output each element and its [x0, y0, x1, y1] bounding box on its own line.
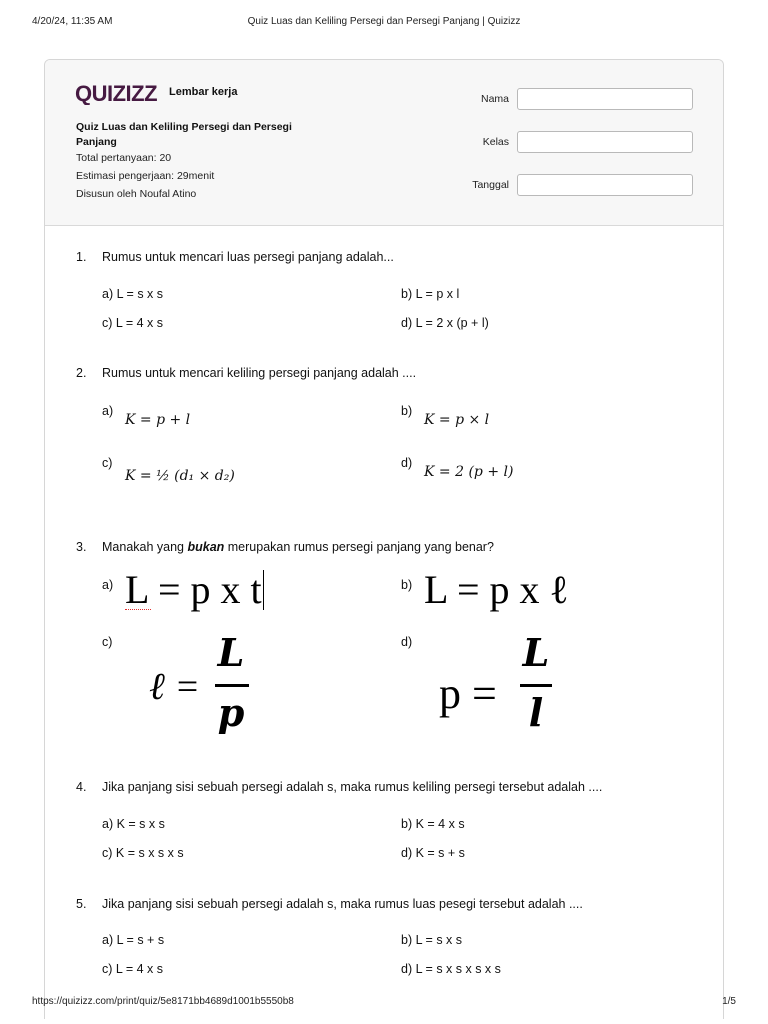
q3c-denominator: p [217, 690, 245, 735]
question-2-option-a-letter: a) [102, 404, 114, 418]
quizizz-logo-text: QUIZIZZ [75, 81, 158, 105]
q3d-fraction-bar [520, 684, 552, 687]
question-2-option-a-formula: K = p + l [125, 412, 191, 428]
question-2-option-c-formula: K = ½ (d₁ × d₂) [125, 468, 235, 484]
question-5-option-a: a) L = s + s [102, 933, 165, 947]
print-page-number: 1/5 [722, 996, 736, 1007]
question-3-option-c-letter: c) [102, 635, 113, 649]
q3d-p-equals: p = [439, 669, 497, 718]
question-1-option-a: a) L = s x s [102, 287, 164, 301]
worksheet [44, 59, 724, 1019]
question-5-option-d: d) L = s x s x s x s [401, 962, 501, 976]
name-field[interactable] [517, 88, 693, 110]
q3c-numerator: L [217, 630, 245, 675]
question-3-option-a-letter: a) [102, 578, 114, 592]
question-3-number: 3. [76, 540, 87, 554]
question-5-option-c: c) L = 4 x s [102, 962, 164, 976]
question-2-text: Rumus untuk mencari keliling persegi panjang adalah .... [102, 366, 417, 380]
question-4-option-b: b) K = 4 x s [401, 817, 465, 831]
question-2-option-d-letter: d) [401, 456, 413, 470]
name-label: Nama [480, 93, 509, 105]
sheet-label: Lembar kerja [169, 86, 238, 98]
print-url: https://quizizz.com/print/quiz/5e8171bb4689d1001b5550b8 [32, 996, 294, 1007]
date-field[interactable] [517, 174, 693, 196]
question-2-number: 2. [76, 366, 87, 380]
question-2-option-c-letter: c) [102, 456, 113, 470]
date-label: Tanggal [472, 179, 509, 191]
question-4-option-c: c) K = s x s x s [102, 846, 184, 860]
spellcheck-underline [125, 608, 151, 610]
question-3-option-b-formula: L = p x ℓ [424, 567, 569, 612]
question-1-number: 1. [76, 250, 87, 264]
question-1-option-c: c) L = 4 x s [102, 316, 164, 330]
question-3-emphasis: bukan [187, 540, 225, 554]
question-1-option-d: d) L = 2 x (p + l) [401, 316, 489, 330]
question-3-option-a-formula: L = p x t [125, 567, 262, 612]
question-2-option-b-formula: K = p × l [424, 412, 490, 428]
question-3-option-d-letter: d) [401, 635, 413, 649]
question-3-text-before: Manakah yang [102, 540, 188, 554]
estimated-time: Estimasi pengerjaan: 29menit [76, 170, 215, 182]
print-date: 4/20/24, 11:35 AM [32, 16, 113, 27]
question-4-text: Jika panjang sisi sebuah persegi adalah s, maka rumus keliling persegi tersebut adalah .... [102, 780, 603, 794]
q3d-denominator: l [528, 690, 544, 735]
quiz-title: Quiz Luas dan Keliling Persegi dan Persegi Panjang [76, 121, 292, 148]
author: Disusun oleh Noufal Atino [76, 188, 197, 200]
question-2-option-d-formula: K = 2 (p + l) [424, 464, 514, 480]
question-4-number: 4. [76, 780, 87, 794]
question-4-option-a: a) K = s x s [102, 817, 165, 831]
question-5-text: Jika panjang sisi sebuah persegi adalah s, maka rumus luas pesegi tersebut adalah .... [102, 897, 583, 911]
class-label: Kelas [482, 136, 509, 148]
print-header [0, 16, 768, 30]
question-4-option-d: d) K = s + s [401, 846, 465, 860]
question-3-option-b-letter: b) [401, 578, 413, 592]
question-5-number: 5. [76, 897, 87, 911]
question-5-option-b: b) L = s x s [401, 933, 463, 947]
q3c-ell-equals: ℓ = [149, 666, 200, 708]
q3c-fraction-bar [215, 684, 249, 687]
class-field[interactable] [517, 131, 693, 153]
worksheet-header [45, 60, 724, 226]
question-1-option-b: b) L = p x l [401, 287, 460, 301]
question-1-text: Rumus untuk mencari luas persegi panjang adalah... [102, 250, 394, 264]
quizizz-logo [75, 81, 163, 105]
total-questions: Total pertanyaan: 20 [76, 152, 172, 164]
q3d-numerator: L [522, 630, 550, 675]
question-2-option-b-letter: b) [401, 404, 413, 418]
question-3-text-after: merupakan rumus persegi panjang yang benar? [224, 540, 494, 554]
question-3-text [102, 540, 494, 554]
print-footer [0, 996, 768, 1010]
print-title: Quiz Luas dan Keliling Persegi dan Persegi Panjang | Quizizz [247, 16, 521, 27]
